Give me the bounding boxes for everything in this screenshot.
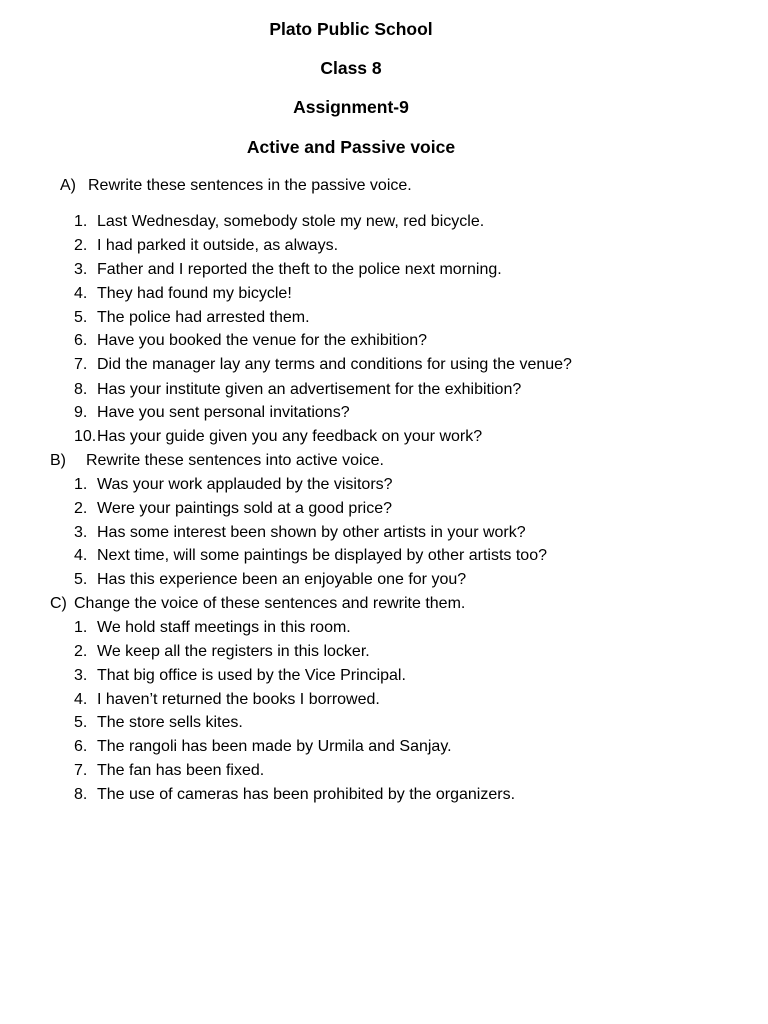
item-number: 2. [74,643,88,660]
item-text: We hold staff meetings in this room. [97,619,351,636]
item-number: 4. [74,547,88,564]
item-number: 7. [74,762,88,779]
topic-title: Active and Passive voice [246,137,456,157]
item-number: 6. [74,738,88,755]
item-number: 1. [74,213,88,230]
item-number: 4. [74,691,88,708]
item-text: I had parked it outside, as always. [97,237,339,254]
item-text: Father and I reported the theft to the police next morning. [97,261,502,278]
item-text: Was your work applauded by the visitors? [97,476,393,493]
item-number: 7. [74,356,88,373]
item-text: Has this experience been an enjoyable one for you? [97,571,467,588]
item-number: 2. [74,237,88,254]
item-text: Did the manager lay any terms and conditions for using the venue? [97,356,572,373]
item-number: 5. [74,714,88,731]
item-number: 1. [74,619,88,636]
item-number: 4. [74,285,88,302]
item-number: 9. [74,404,88,421]
item-text: The rangoli has been made by Urmila and Sanjay. [97,738,452,755]
item-number: 3. [74,667,88,684]
item-number: 8. [74,786,88,803]
item-text: Last Wednesday, somebody stole my new, red bicycle. [97,213,485,230]
item-text: The store sells kites. [97,714,243,731]
item-number: 5. [74,571,88,588]
item-text: Have you sent personal invitations? [97,404,350,421]
item-number: 2. [74,500,88,517]
item-text: They had found my bicycle! [97,285,292,302]
item-text: I haven’t returned the books I borrowed. [97,691,380,708]
item-text: The use of cameras has been prohibited by the organizers. [97,786,516,803]
item-number: 8. [74,381,88,398]
section-b-instruction: Rewrite these sentences into active voice. [86,452,384,469]
section-c-marker: C) [50,595,67,612]
item-text: The fan has been fixed. [97,762,265,779]
item-text: We keep all the registers in this locker. [97,643,370,660]
section-a-instruction: Rewrite these sentences in the passive voice. [88,177,412,194]
item-number: 5. [74,309,88,326]
item-text: Has some interest been shown by other artists in your work? [97,524,526,541]
item-text: That big office is used by the Vice Principal. [97,667,406,684]
school-name: Plato Public School [269,19,433,39]
item-text: Has your institute given an advertisement for the exhibition? [97,381,522,398]
section-b-marker: B) [50,452,66,469]
assignment-label: Assignment-9 [293,97,409,117]
section-c-instruction: Change the voice of these sentences and rewrite them. [74,595,466,612]
item-number: 3. [74,261,88,278]
item-text: Next time, will some paintings be displayed by other artists too? [97,547,547,564]
item-text: Have you booked the venue for the exhibition? [97,332,428,349]
item-text: Were your paintings sold at a good price? [97,500,392,517]
section-a-marker: A) [60,177,76,194]
item-number: 1. [74,476,88,493]
item-text: Has your guide given you any feedback on your work? [97,428,483,445]
item-number: 6. [74,332,88,349]
item-number: 10. [74,428,97,445]
item-number: 3. [74,524,88,541]
item-text: The police had arrested them. [97,309,310,326]
class-label: Class 8 [320,58,382,78]
